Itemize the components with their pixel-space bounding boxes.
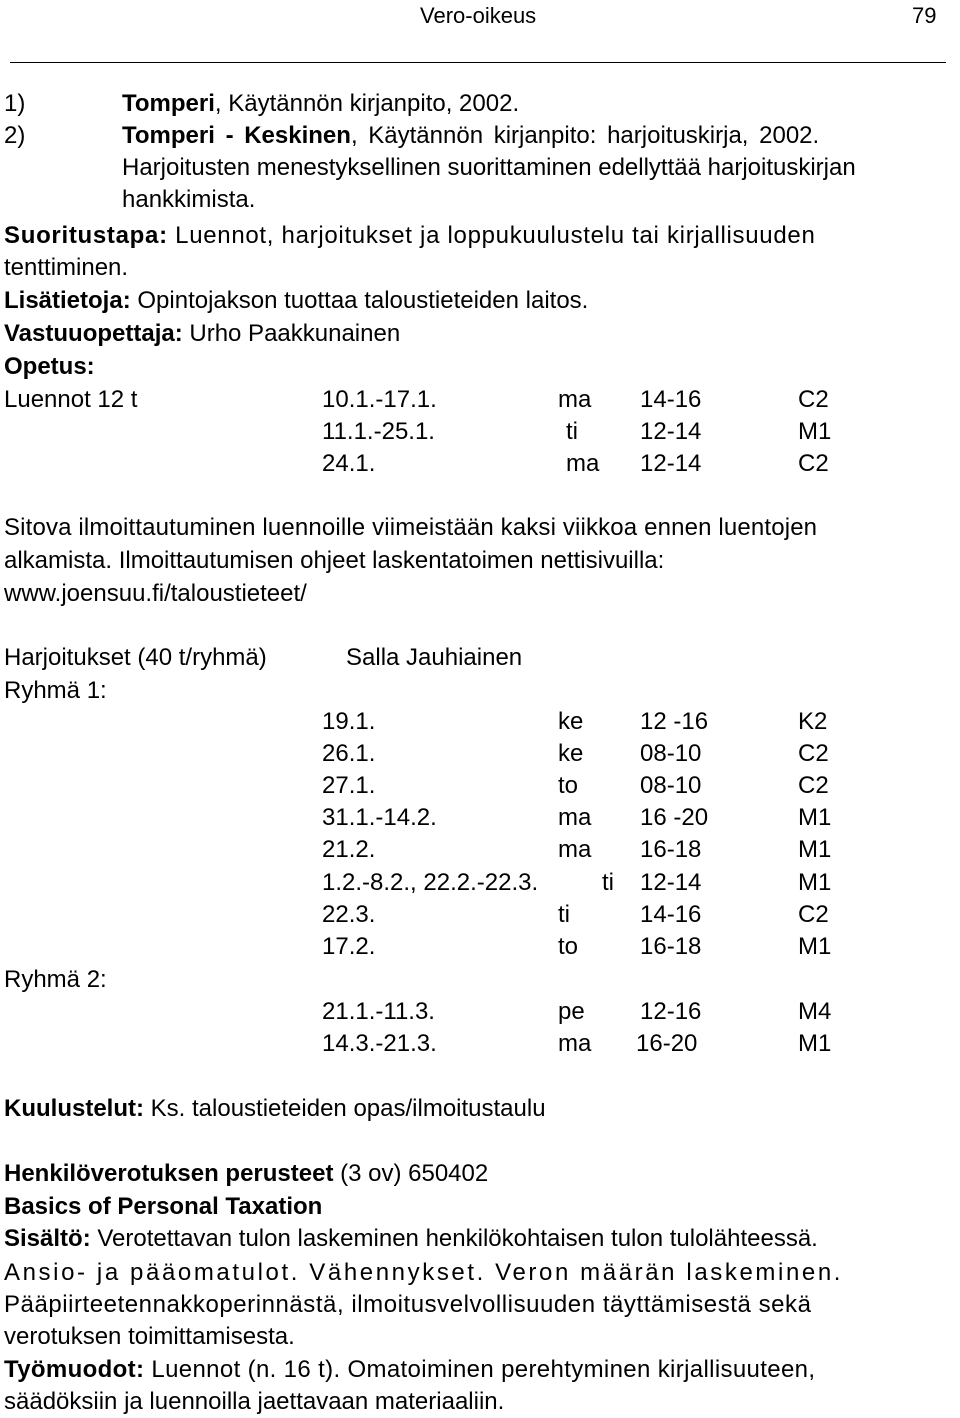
lisatietoja-text: Opintojakson tuottaa taloustieteiden laitos. <box>130 287 589 314</box>
schedule-date: 14.3.-21.3. <box>322 1030 437 1057</box>
vastuuopettaja-text: Urho Paakkunainen <box>182 320 401 347</box>
reference-note-line-1: Harjoitusten menestyksellinen suorittaminen edellyttää harjoituskirjan <box>122 154 856 181</box>
registration-line-2: alkamista. Ilmoittautumisen ohjeet laskentatoimen nettisivuilla: <box>4 547 665 574</box>
schedule-room: M1 <box>798 1030 832 1057</box>
suoritustapa-label: Suoritustapa: <box>4 222 168 249</box>
schedule-time: 08-10 <box>640 772 702 799</box>
schedule-time: 12-14 <box>640 869 702 896</box>
header-title: Vero-oikeus <box>420 3 537 28</box>
tyomuodot-line-2: säädöksiin ja luennoilla jaettavaan materiaaliin. <box>4 1388 505 1415</box>
schedule-time: 12-14 <box>640 450 702 477</box>
sisalto-text: Verotettavan tulon laskeminen henkilökohtaisen tulon tulolähteessä. <box>90 1225 818 1252</box>
group-1-label: Ryhmä 1: <box>4 677 107 704</box>
schedule-day: ti <box>558 901 570 928</box>
schedule-day: ke <box>558 708 584 735</box>
reference-1 <box>4 88 25 120</box>
opetus-label: Opetus: <box>4 353 95 380</box>
sisalto-line-2: Ansio- ja pääomatulot. Vähennykset. Veron määrän laskeminen. <box>4 1259 844 1286</box>
schedule-time: 16 -20 <box>640 804 709 831</box>
schedule-time: 12 -16 <box>640 708 709 735</box>
course-title: Henkilöverotuksen perusteet <box>4 1160 334 1187</box>
kuulustelut-label: Kuulustelut: <box>4 1095 144 1122</box>
schedule-day: to <box>558 772 579 799</box>
course-title-line <box>4 1158 488 1190</box>
schedule-day: ma <box>558 804 592 831</box>
schedule-date: 10.1.-17.1. <box>322 386 437 413</box>
schedule-date: 21.1.-11.3. <box>322 998 435 1025</box>
vastuuopettaja-label: Vastuuopettaja: <box>4 320 183 347</box>
schedule-day: ti <box>602 869 614 896</box>
sisalto-line <box>4 1223 818 1255</box>
reference-number: 1) <box>4 90 26 117</box>
reference-2-text <box>122 120 819 152</box>
course-subtitle: Basics of Personal Taxation <box>4 1193 323 1220</box>
schedule-time: 14-16 <box>640 386 702 413</box>
group-2-label: Ryhmä 2: <box>4 966 107 993</box>
schedule-date: 26.1. <box>322 740 376 767</box>
schedule-day: to <box>558 933 579 960</box>
suoritustapa-line-2: tenttiminen. <box>4 254 129 281</box>
course-code: (3 ov) 650402 <box>333 1160 489 1187</box>
schedule-time: 08-10 <box>640 740 702 767</box>
schedule-time: 16-18 <box>640 836 702 863</box>
header-rule <box>10 62 946 63</box>
schedule-room: C2 <box>798 901 829 928</box>
suoritustapa-text: Luennot, harjoitukset ja loppukuulustelu tai kirjallisuuden <box>167 222 816 249</box>
registration-url: www.joensuu.fi/taloustieteet/ <box>4 580 307 607</box>
schedule-time: 12-16 <box>640 998 702 1025</box>
schedule-day: ke <box>558 740 584 767</box>
kuulustelut-line <box>4 1093 546 1125</box>
reference-author: Tomperi <box>122 90 215 117</box>
schedule-date: 1.2.-8.2., 22.2.-22.3. <box>322 869 539 896</box>
registration-line-1: Sitova ilmoittautuminen luennoille viimeistään kaksi viikkoa ennen luentojen <box>4 514 818 541</box>
schedule-day: ma <box>558 1030 592 1057</box>
schedule-room: M4 <box>798 998 832 1025</box>
schedule-room: M1 <box>798 836 832 863</box>
schedule-date: 27.1. <box>322 772 376 799</box>
schedule-room: C2 <box>798 450 829 477</box>
schedule-time: 14-16 <box>640 901 702 928</box>
schedule-date: 22.3. <box>322 901 376 928</box>
schedule-date: 17.2. <box>322 933 376 960</box>
kuulustelut-text: Ks. taloustieteiden opas/ilmoitustaulu <box>143 1095 546 1122</box>
schedule-day: ma <box>558 386 592 413</box>
schedule-room: K2 <box>798 708 828 735</box>
schedule-room: C2 <box>798 740 829 767</box>
reference-number: 2) <box>4 122 26 149</box>
sisalto-line-4: verotuksen toimittamisesta. <box>4 1323 295 1350</box>
schedule-time: 12-14 <box>640 418 702 445</box>
schedule-time: 16-20 <box>636 1030 698 1057</box>
schedule-date: 11.1.-25.1. <box>322 418 435 445</box>
schedule-date: 31.1.-14.2. <box>322 804 437 831</box>
lisatietoja-label: Lisätietoja: <box>4 287 131 314</box>
reference-1-text <box>122 88 519 120</box>
sisalto-label: Sisältö: <box>4 1225 91 1252</box>
reference-title: , Käytännön kirjanpito: harjoituskirja, 2002. <box>350 122 820 149</box>
page-number: 79 <box>912 3 937 28</box>
sisalto-line-3: Pääpiirteetennakkoperinnästä, ilmoitusvelvollisuuden täyttämisestä sekä <box>4 1291 812 1318</box>
schedule-room: M1 <box>798 869 832 896</box>
tyomuodot-line <box>4 1354 815 1386</box>
schedule-date: 24.1. <box>322 450 376 477</box>
schedule-room: M1 <box>798 933 832 960</box>
tyomuodot-label: Työmuodot: <box>4 1356 145 1383</box>
schedule-time: 16-18 <box>640 933 702 960</box>
schedule-day: ma <box>566 450 600 477</box>
lisatietoja-line <box>4 285 588 317</box>
reference-title: , Käytännön kirjanpito, 2002. <box>214 90 520 117</box>
vastuuopettaja-line <box>4 318 400 350</box>
schedule-room: M1 <box>798 804 832 831</box>
tyomuodot-text: Luennot (n. 16 t). Omatoiminen perehtyminen kirjallisuuteen, <box>144 1356 816 1383</box>
schedule-date: 19.1. <box>322 708 376 735</box>
reference-2 <box>4 120 25 152</box>
schedule-date: 21.2. <box>322 836 376 863</box>
schedule-room: C2 <box>798 772 829 799</box>
schedule-room: M1 <box>798 418 832 445</box>
exercises-teacher: Salla Jauhiainen <box>346 644 523 671</box>
lectures-label: Luennot 12 t <box>4 386 138 413</box>
schedule-day: ma <box>558 836 592 863</box>
suoritustapa-line <box>4 220 816 252</box>
reference-author: Tomperi - Keskinen <box>122 122 351 149</box>
schedule-day: ti <box>566 418 578 445</box>
reference-note-line-2: hankkimista. <box>122 186 256 213</box>
exercises-label: Harjoitukset (40 t/ryhmä) <box>4 644 267 671</box>
schedule-day: pe <box>558 998 585 1025</box>
schedule-room: C2 <box>798 386 829 413</box>
